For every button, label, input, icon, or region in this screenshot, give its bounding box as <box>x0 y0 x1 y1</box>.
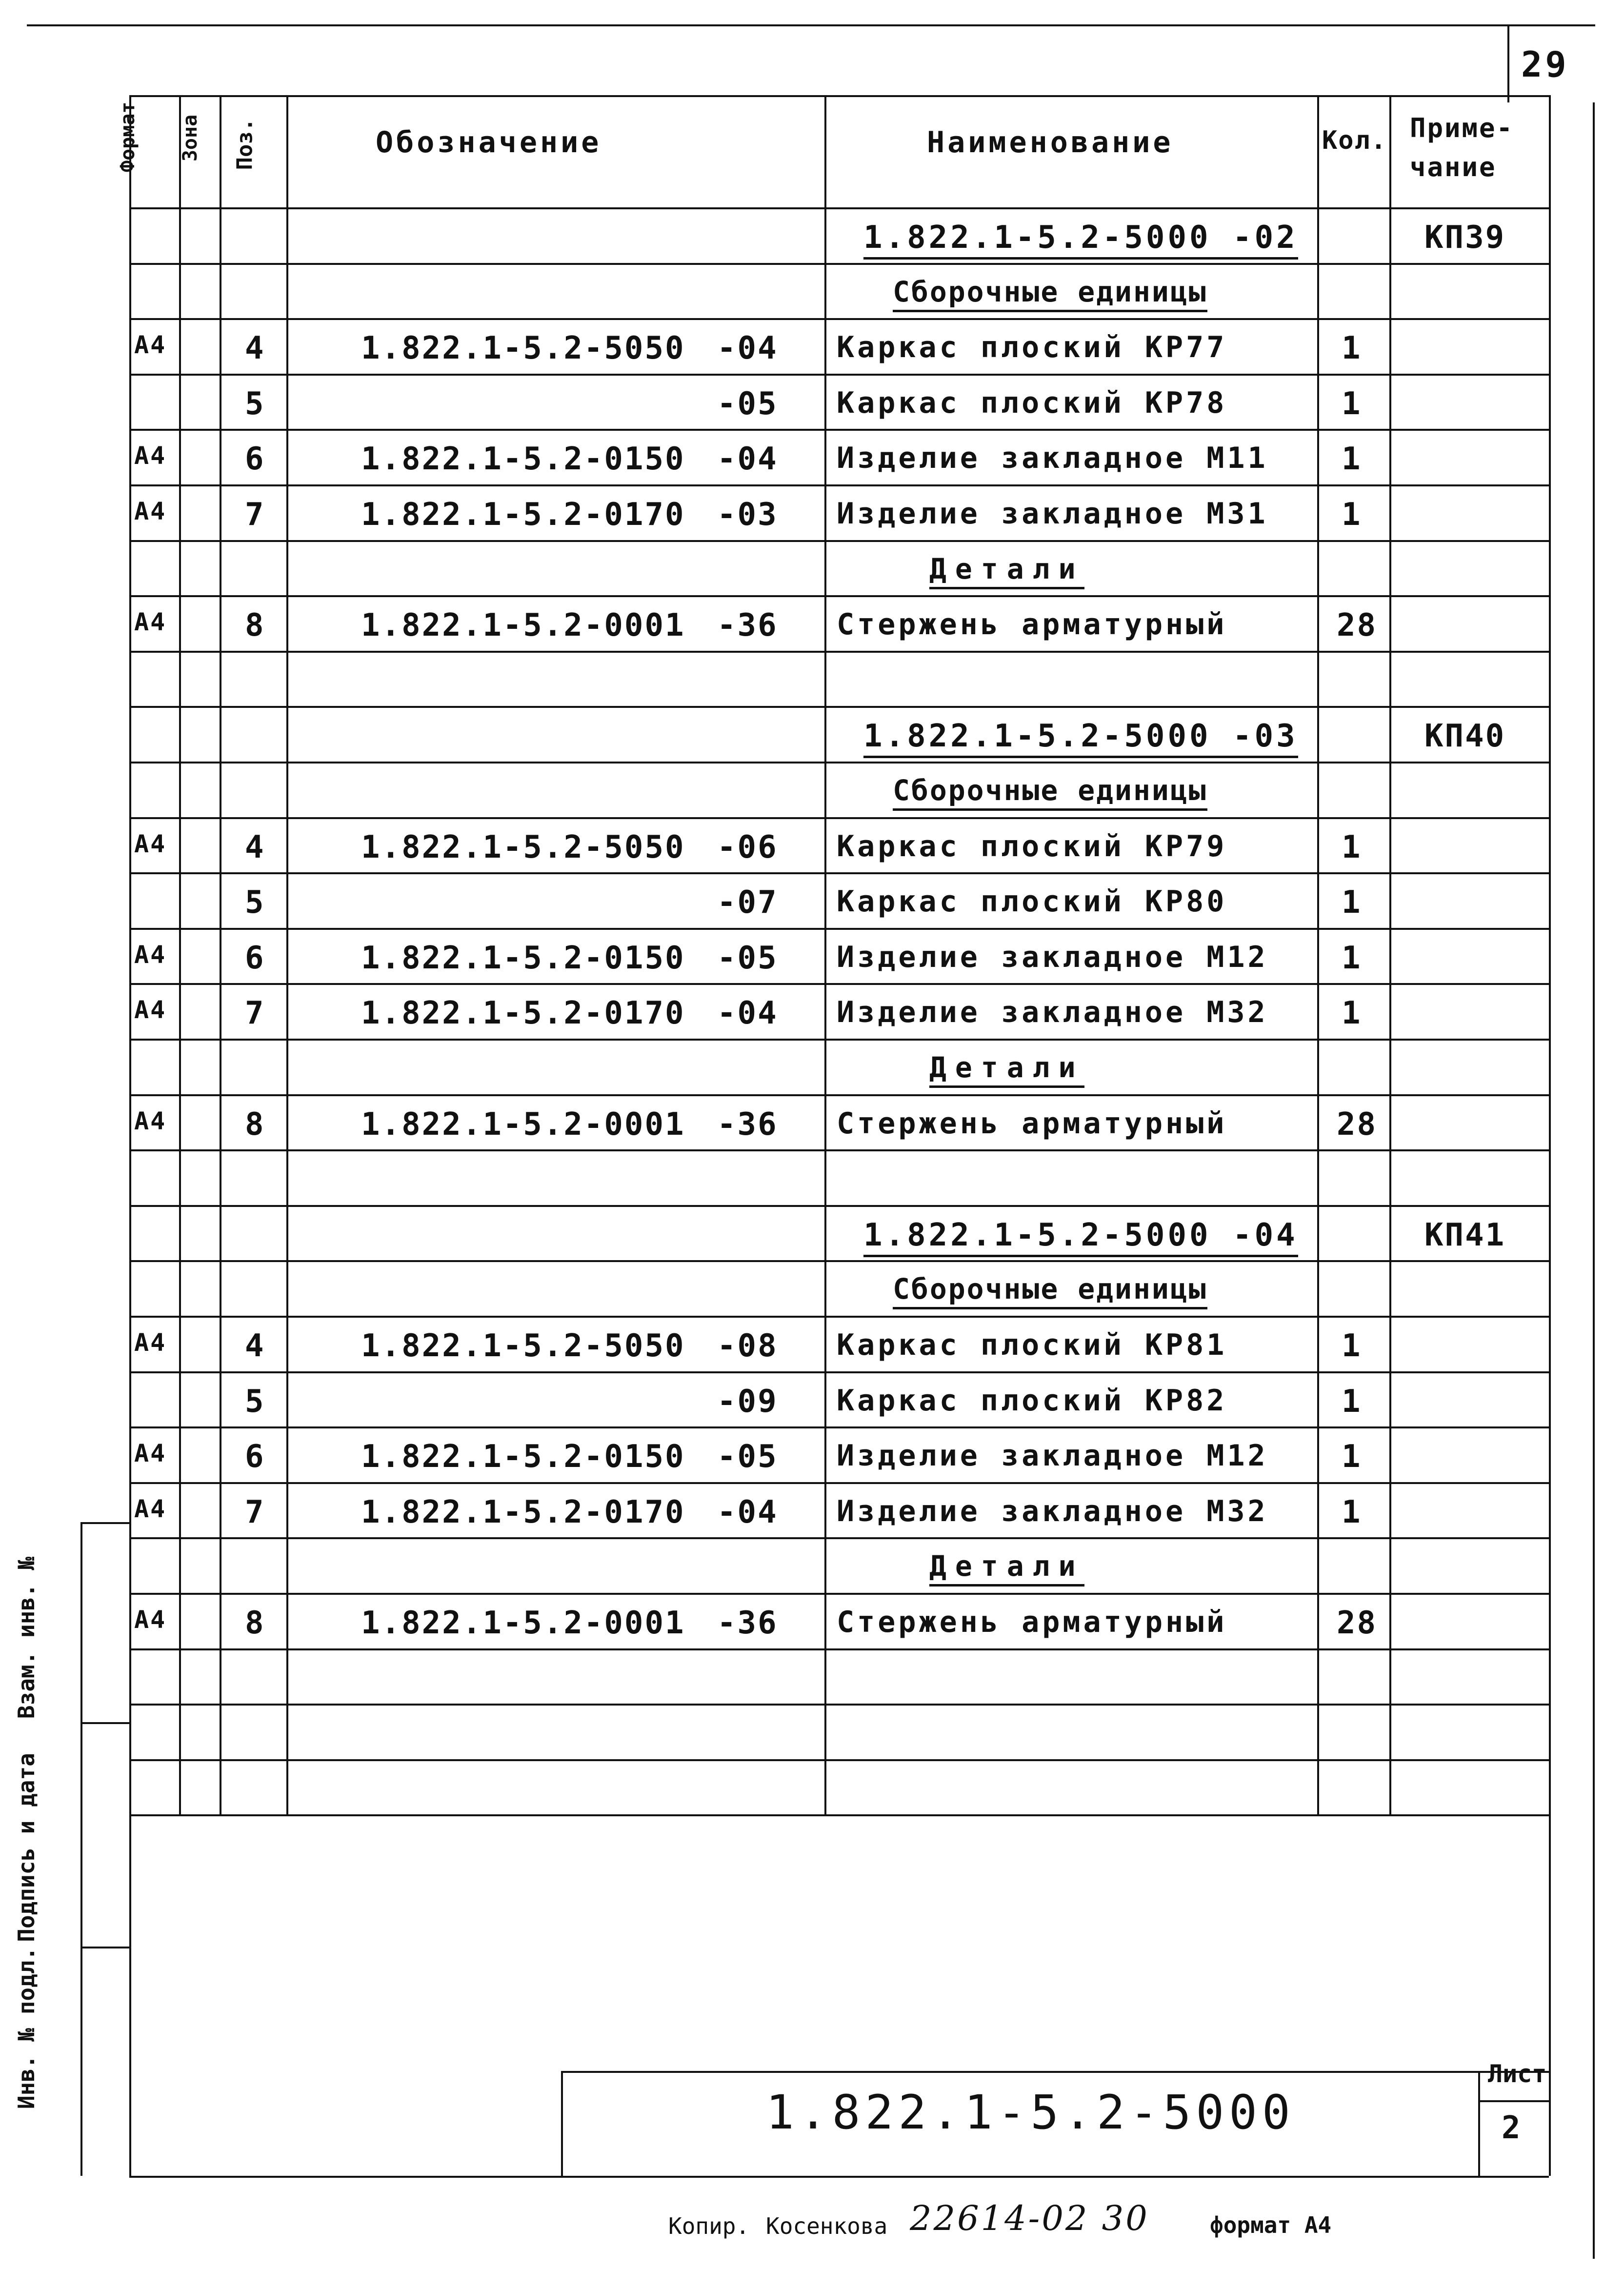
footer-handwritten: 22614-02 30 <box>910 2198 1149 2238</box>
row-divider <box>129 762 1549 763</box>
title-block-code: 1.822.1-5.2-5000 <box>766 2085 1295 2140</box>
row-divider <box>129 374 1549 376</box>
title-block-sheet-label: Лист <box>1488 2060 1547 2088</box>
row-divider <box>129 1759 1549 1761</box>
cell-position: 5 <box>245 1383 265 1420</box>
cell-designation-suffix: -06 <box>717 829 778 865</box>
cell-name: Каркас плоский КР77 <box>837 330 1227 365</box>
title-block-sheet-rule <box>1478 2100 1549 2102</box>
row-divider <box>129 928 1549 930</box>
row-divider <box>129 1260 1549 1262</box>
cell-name: Каркас плоский КР81 <box>837 1328 1227 1362</box>
cell-name-title: 1.822.1-5.2-5000 -04 <box>863 1220 1298 1257</box>
cell-position: 6 <box>245 940 265 976</box>
cell-qty: 1 <box>1342 1439 1362 1475</box>
cell-position: 7 <box>245 1494 265 1530</box>
row-divider <box>129 1482 1549 1484</box>
cell-designation: 1.822.1-5.2-5050 <box>361 829 685 865</box>
cell-designation-suffix: -36 <box>717 1106 778 1143</box>
row-divider <box>129 706 1549 708</box>
cell-qty: 28 <box>1337 1106 1378 1143</box>
cell-name: Стержень арматурный <box>837 1605 1227 1639</box>
cell-note: КП40 <box>1424 718 1506 755</box>
cell-name: Каркас плоский КР82 <box>837 1383 1227 1418</box>
cell-position: 8 <box>245 1106 265 1143</box>
row-divider <box>129 872 1549 874</box>
cell-designation: 1.822.1-5.2-5050 <box>361 330 685 367</box>
header-zone: Зона <box>179 114 201 162</box>
cell-note: КП39 <box>1424 220 1506 256</box>
side-stamp-div1 <box>80 1722 129 1724</box>
row-divider <box>129 429 1549 431</box>
stamp-vzam: Взам. инв. № <box>13 1556 40 1719</box>
cell-format: А4 <box>134 1606 167 1634</box>
header-qty: Кол. <box>1322 126 1387 155</box>
row-divider <box>129 1149 1549 1151</box>
cell-name: Изделие закладное М12 <box>837 940 1268 974</box>
cell-format: А4 <box>134 829 167 858</box>
side-stamp-div2 <box>80 1947 129 1948</box>
title-block-left-border <box>561 2071 563 2176</box>
cell-name: Изделие закладное М32 <box>837 1494 1268 1528</box>
cell-name: Изделие закладное М31 <box>837 497 1268 531</box>
row-divider <box>129 1316 1549 1318</box>
cell-format: А4 <box>134 1494 167 1523</box>
cell-qty: 1 <box>1342 330 1362 367</box>
title-block-sheet-divider <box>1478 2071 1480 2176</box>
row-divider <box>129 1094 1549 1096</box>
cell-format: А4 <box>134 497 167 525</box>
header-name: Наименование <box>927 125 1174 160</box>
cell-position: 5 <box>245 884 265 921</box>
row-divider <box>129 318 1549 320</box>
cell-designation: 1.822.1-5.2-0001 <box>361 1605 685 1641</box>
cell-name: Стержень арматурный <box>837 1106 1227 1141</box>
cell-designation-suffix: -36 <box>717 607 778 644</box>
cell-name: Каркас плоский КР78 <box>837 385 1227 420</box>
col-name-border <box>1317 95 1319 1814</box>
cell-qty: 1 <box>1342 1383 1362 1420</box>
cell-designation-suffix: -04 <box>717 441 778 478</box>
header-pos: Поз. <box>232 118 258 170</box>
footer-format: формат А4 <box>1210 2212 1332 2238</box>
cell-position: 5 <box>245 385 265 422</box>
cell-format: А4 <box>134 996 167 1024</box>
cell-name-section: Детали <box>929 555 1084 589</box>
cell-position: 4 <box>245 829 265 865</box>
row-divider <box>129 595 1549 597</box>
row-divider <box>129 263 1549 265</box>
cell-designation-suffix: -05 <box>717 940 778 976</box>
row-divider <box>129 1039 1549 1041</box>
cell-designation-suffix: -05 <box>717 1439 778 1475</box>
cell-designation: 1.822.1-5.2-0170 <box>361 995 685 1032</box>
cell-designation-suffix: -36 <box>717 1605 778 1641</box>
header-note-line2: чание <box>1410 152 1497 182</box>
table-bottom-border <box>129 1814 1549 1816</box>
cell-name-section: Сборочные единицы <box>893 1275 1207 1309</box>
row-divider <box>129 983 1549 985</box>
cell-position: 4 <box>245 330 265 367</box>
cell-name: Изделие закладное М32 <box>837 995 1268 1030</box>
row-divider <box>129 540 1549 542</box>
cell-name-title: 1.822.1-5.2-5000 -02 <box>863 222 1298 260</box>
stamp-podpis: Подпись и дата <box>13 1753 40 1942</box>
cell-designation: 1.822.1-5.2-0170 <box>361 1494 685 1530</box>
cell-designation-suffix: -04 <box>717 330 778 367</box>
cell-position: 6 <box>245 1439 265 1475</box>
frame-bottom-border <box>129 2176 1549 2178</box>
cell-name: Изделие закладное М11 <box>837 441 1268 476</box>
cell-designation: 1.822.1-5.2-0001 <box>361 1106 685 1143</box>
frame-right-border <box>1549 95 1551 2176</box>
row-divider <box>129 1371 1549 1373</box>
cell-qty: 1 <box>1342 829 1362 865</box>
cell-position: 6 <box>245 441 265 478</box>
cell-format: А4 <box>134 331 167 360</box>
cell-name-section: Сборочные единицы <box>893 278 1207 312</box>
header-note-line1: Приме- <box>1410 113 1514 143</box>
cell-designation-suffix: -07 <box>717 884 778 921</box>
cell-qty: 1 <box>1342 995 1362 1032</box>
row-divider <box>129 484 1549 486</box>
row-divider <box>129 1648 1549 1650</box>
row-divider <box>129 817 1549 819</box>
cell-designation-suffix: -08 <box>717 1328 778 1364</box>
col-zone-border <box>220 95 221 1814</box>
cell-designation-suffix: -04 <box>717 995 778 1032</box>
cell-name: Каркас плоский КР80 <box>837 884 1227 919</box>
footer-kopir: Копир. <box>668 2213 750 2239</box>
cell-designation: 1.822.1-5.2-0001 <box>361 607 685 644</box>
col-pos-border <box>286 95 288 1814</box>
cell-name: Изделие закладное М12 <box>837 1439 1268 1473</box>
cell-qty: 1 <box>1342 1328 1362 1364</box>
cell-designation: 1.822.1-5.2-0150 <box>361 1439 685 1475</box>
cell-name: Каркас плоский КР79 <box>837 829 1227 863</box>
cell-qty: 1 <box>1342 940 1362 976</box>
cell-designation: 1.822.1-5.2-0150 <box>361 940 685 976</box>
cell-name-section: Сборочные единицы <box>893 776 1207 811</box>
row-divider <box>129 1537 1549 1539</box>
cell-position: 7 <box>245 497 265 533</box>
cell-name: Стержень арматурный <box>837 607 1227 642</box>
side-stamp-left-border <box>80 1522 82 2176</box>
cell-designation-suffix: -04 <box>717 1494 778 1530</box>
header-bottom-border <box>129 207 1549 209</box>
cell-designation: 1.822.1-5.2-5050 <box>361 1328 685 1364</box>
cell-position: 8 <box>245 1605 265 1641</box>
cell-position: 8 <box>245 607 265 644</box>
header-designation: Обозначение <box>376 125 602 160</box>
cell-format: А4 <box>134 442 167 470</box>
cell-qty: 28 <box>1337 607 1378 644</box>
cell-qty: 1 <box>1342 1494 1362 1530</box>
side-stamp-top <box>80 1522 129 1524</box>
cell-designation-suffix: -03 <box>717 497 778 533</box>
cell-designation: 1.822.1-5.2-0150 <box>361 441 685 478</box>
cell-designation-suffix: -09 <box>717 1383 778 1420</box>
cell-format: А4 <box>134 1328 167 1357</box>
cell-qty: 28 <box>1337 1605 1378 1641</box>
title-block-sheet-number: 2 <box>1502 2110 1521 2146</box>
row-divider <box>129 1593 1549 1595</box>
cell-qty: 1 <box>1342 497 1362 533</box>
cell-designation: 1.822.1-5.2-0170 <box>361 497 685 533</box>
cell-position: 7 <box>245 995 265 1032</box>
cell-format: А4 <box>134 1439 167 1468</box>
cell-position: 4 <box>245 1328 265 1364</box>
cell-note: КП41 <box>1424 1217 1506 1253</box>
row-divider <box>129 1205 1549 1207</box>
cell-name-title: 1.822.1-5.2-5000 -03 <box>863 721 1298 758</box>
frame-left-border <box>129 95 131 2176</box>
header-format: Формат <box>117 101 139 172</box>
cell-format: А4 <box>134 608 167 637</box>
col-format-border <box>179 95 181 1814</box>
col-designation-border <box>824 95 826 1814</box>
cell-name-section: Детали <box>929 1552 1084 1586</box>
cell-designation-suffix: -05 <box>717 385 778 422</box>
footer-name: Косенкова <box>766 2213 888 2239</box>
cell-format: А4 <box>134 1106 167 1135</box>
cell-name-section: Детали <box>929 1053 1084 1088</box>
row-divider <box>129 1426 1549 1428</box>
row-divider <box>129 1704 1549 1706</box>
cell-format: А4 <box>134 940 167 969</box>
table-top-border <box>129 95 1549 97</box>
title-block-top-border <box>561 2071 1549 2073</box>
row-divider <box>129 651 1549 653</box>
stamp-inv-podl: Инв. № подл. <box>13 1947 40 2109</box>
col-qty-border <box>1389 95 1391 1814</box>
cell-qty: 1 <box>1342 385 1362 422</box>
cell-qty: 1 <box>1342 441 1362 478</box>
cell-qty: 1 <box>1342 884 1362 921</box>
page-number: 29 <box>1521 44 1569 85</box>
